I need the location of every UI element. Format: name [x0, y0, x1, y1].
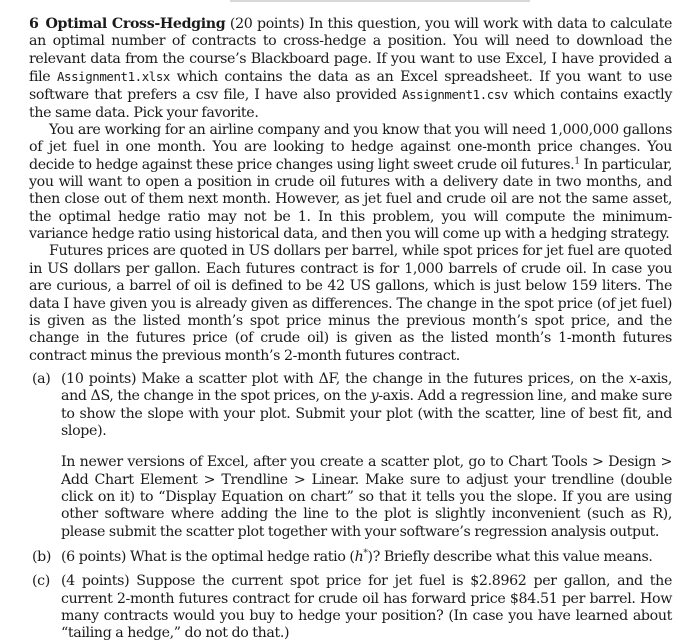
part-b-text-2: )? Briefly describe what this value means. [367, 548, 653, 565]
footnote-marker: 1 [574, 156, 580, 167]
part-c-label: (c) [32, 573, 50, 590]
section-points: (20 points) [229, 16, 305, 32]
part-c [29, 573, 672, 642]
part-a-note: In newer versions of Excel, after you create a scatter plot, go to Chart Tools > Design > Add Chart Element > Trendline > Linear. Make sure to adjust your trendline (double click on it) to “Display Equation on chart” so that it tells you the slope. If you are using other software where adding the line to the plot is slightly inconvenient (such as R), please submit the scatter plot together with your software’s regression analysis output. [61, 454, 672, 540]
question-parts [29, 371, 672, 643]
part-a-text-2: -axis, and ΔS, the change in the spot prices, on the [61, 370, 672, 405]
part-a-label: (a) [32, 370, 51, 387]
part-b [29, 549, 672, 566]
part-c-text: (4 points) Suppose the current spot price for jet fuel is $2.8962 per gallon, and the current 2-month futures contract for crude oil has forward price $84.51 per barrel. How many contracts would you buy to hedge your position? (In case you have learned about “tailing a hedge,” do not do that.) [61, 573, 672, 642]
part-a-text-1: (10 points) Make a scatter plot with ΔF, the change in the futures prices, on the [61, 370, 629, 387]
part-b-label: (b) [32, 548, 52, 565]
intro-paragraph-2 [29, 122, 672, 243]
intro-text-b: which contains the data as an Excel spreadsheet. If you want to use software that prefers a csv file, I have also provided [29, 69, 672, 104]
intro-paragraph-3: Futures prices are quoted in US dollars per barrel, while spot prices for jet fuel are quoted in US dollars per gallon. Each futures contract is for 1,000 barrels of crude oil. In case you are curious, a barrel of oil is defined to be 42 US gallons, which is just below 159 liters. The data I have given you is already given as differences. The change in the spot price (of jet fuel) is given as the listed month’s spot price minus the previous month’s spot price, and the change in the futures price (of crude oil) is given as the listed month’s 1-month futures contract minus the previous month’s 2-month futures contract. [29, 243, 672, 364]
part-a-text-3: -axis. Add a regression line, and make sure to show the slope with your plot. Submit your plot (with the scatter, line of best fit, and slope). [61, 388, 673, 439]
hedge-ratio-star: * [363, 548, 368, 559]
airline-text-b: In particular, you will want to open a position in crude oil futures with a delivery date in two months, and then close out of them next month. However, as jet fuel and crude oil are not the same asset, the optimal hedge ratio may not be 1. In this problem, you will compute the minimum-variance hedge ratio using historical data, and then you will come up with a hedging strategy. [29, 156, 672, 243]
section-number: 6 [29, 16, 39, 32]
airline-text-a: You are working for an airline company and you know that you will need 1,000,000 gallons of jet fuel in one month. You are looking to hedge against one-month price changes. You decide to hedge against these price changes using light sweet crude oil futures. [29, 122, 672, 173]
part-b-text-1: (6 points) What is the optimal hedge ratio ( [61, 548, 355, 565]
y-axis-var: y [370, 388, 379, 405]
x-axis-var: x [628, 370, 637, 387]
csv-filename: Assignment1.csv [402, 87, 508, 103]
part-a [29, 371, 672, 440]
section-title: Optimal Cross-Hedging [45, 16, 226, 32]
intro-text-c: which contains exactly the same data. Pick your favorite. [29, 87, 672, 121]
xlsx-filename: Assignment1.xlsx [56, 69, 170, 85]
hedge-ratio-symbol: h [354, 548, 364, 565]
intro-paragraph-1 [29, 16, 672, 122]
page-top-edge [230, 0, 530, 2]
intro-text-a: In this question, you will work with data to calculate an optimal number of contracts to cross-hedge a position. You will need to download the relevant data from the course’s Blackboard page. If you want to use Excel, I have provided a file [29, 16, 672, 86]
